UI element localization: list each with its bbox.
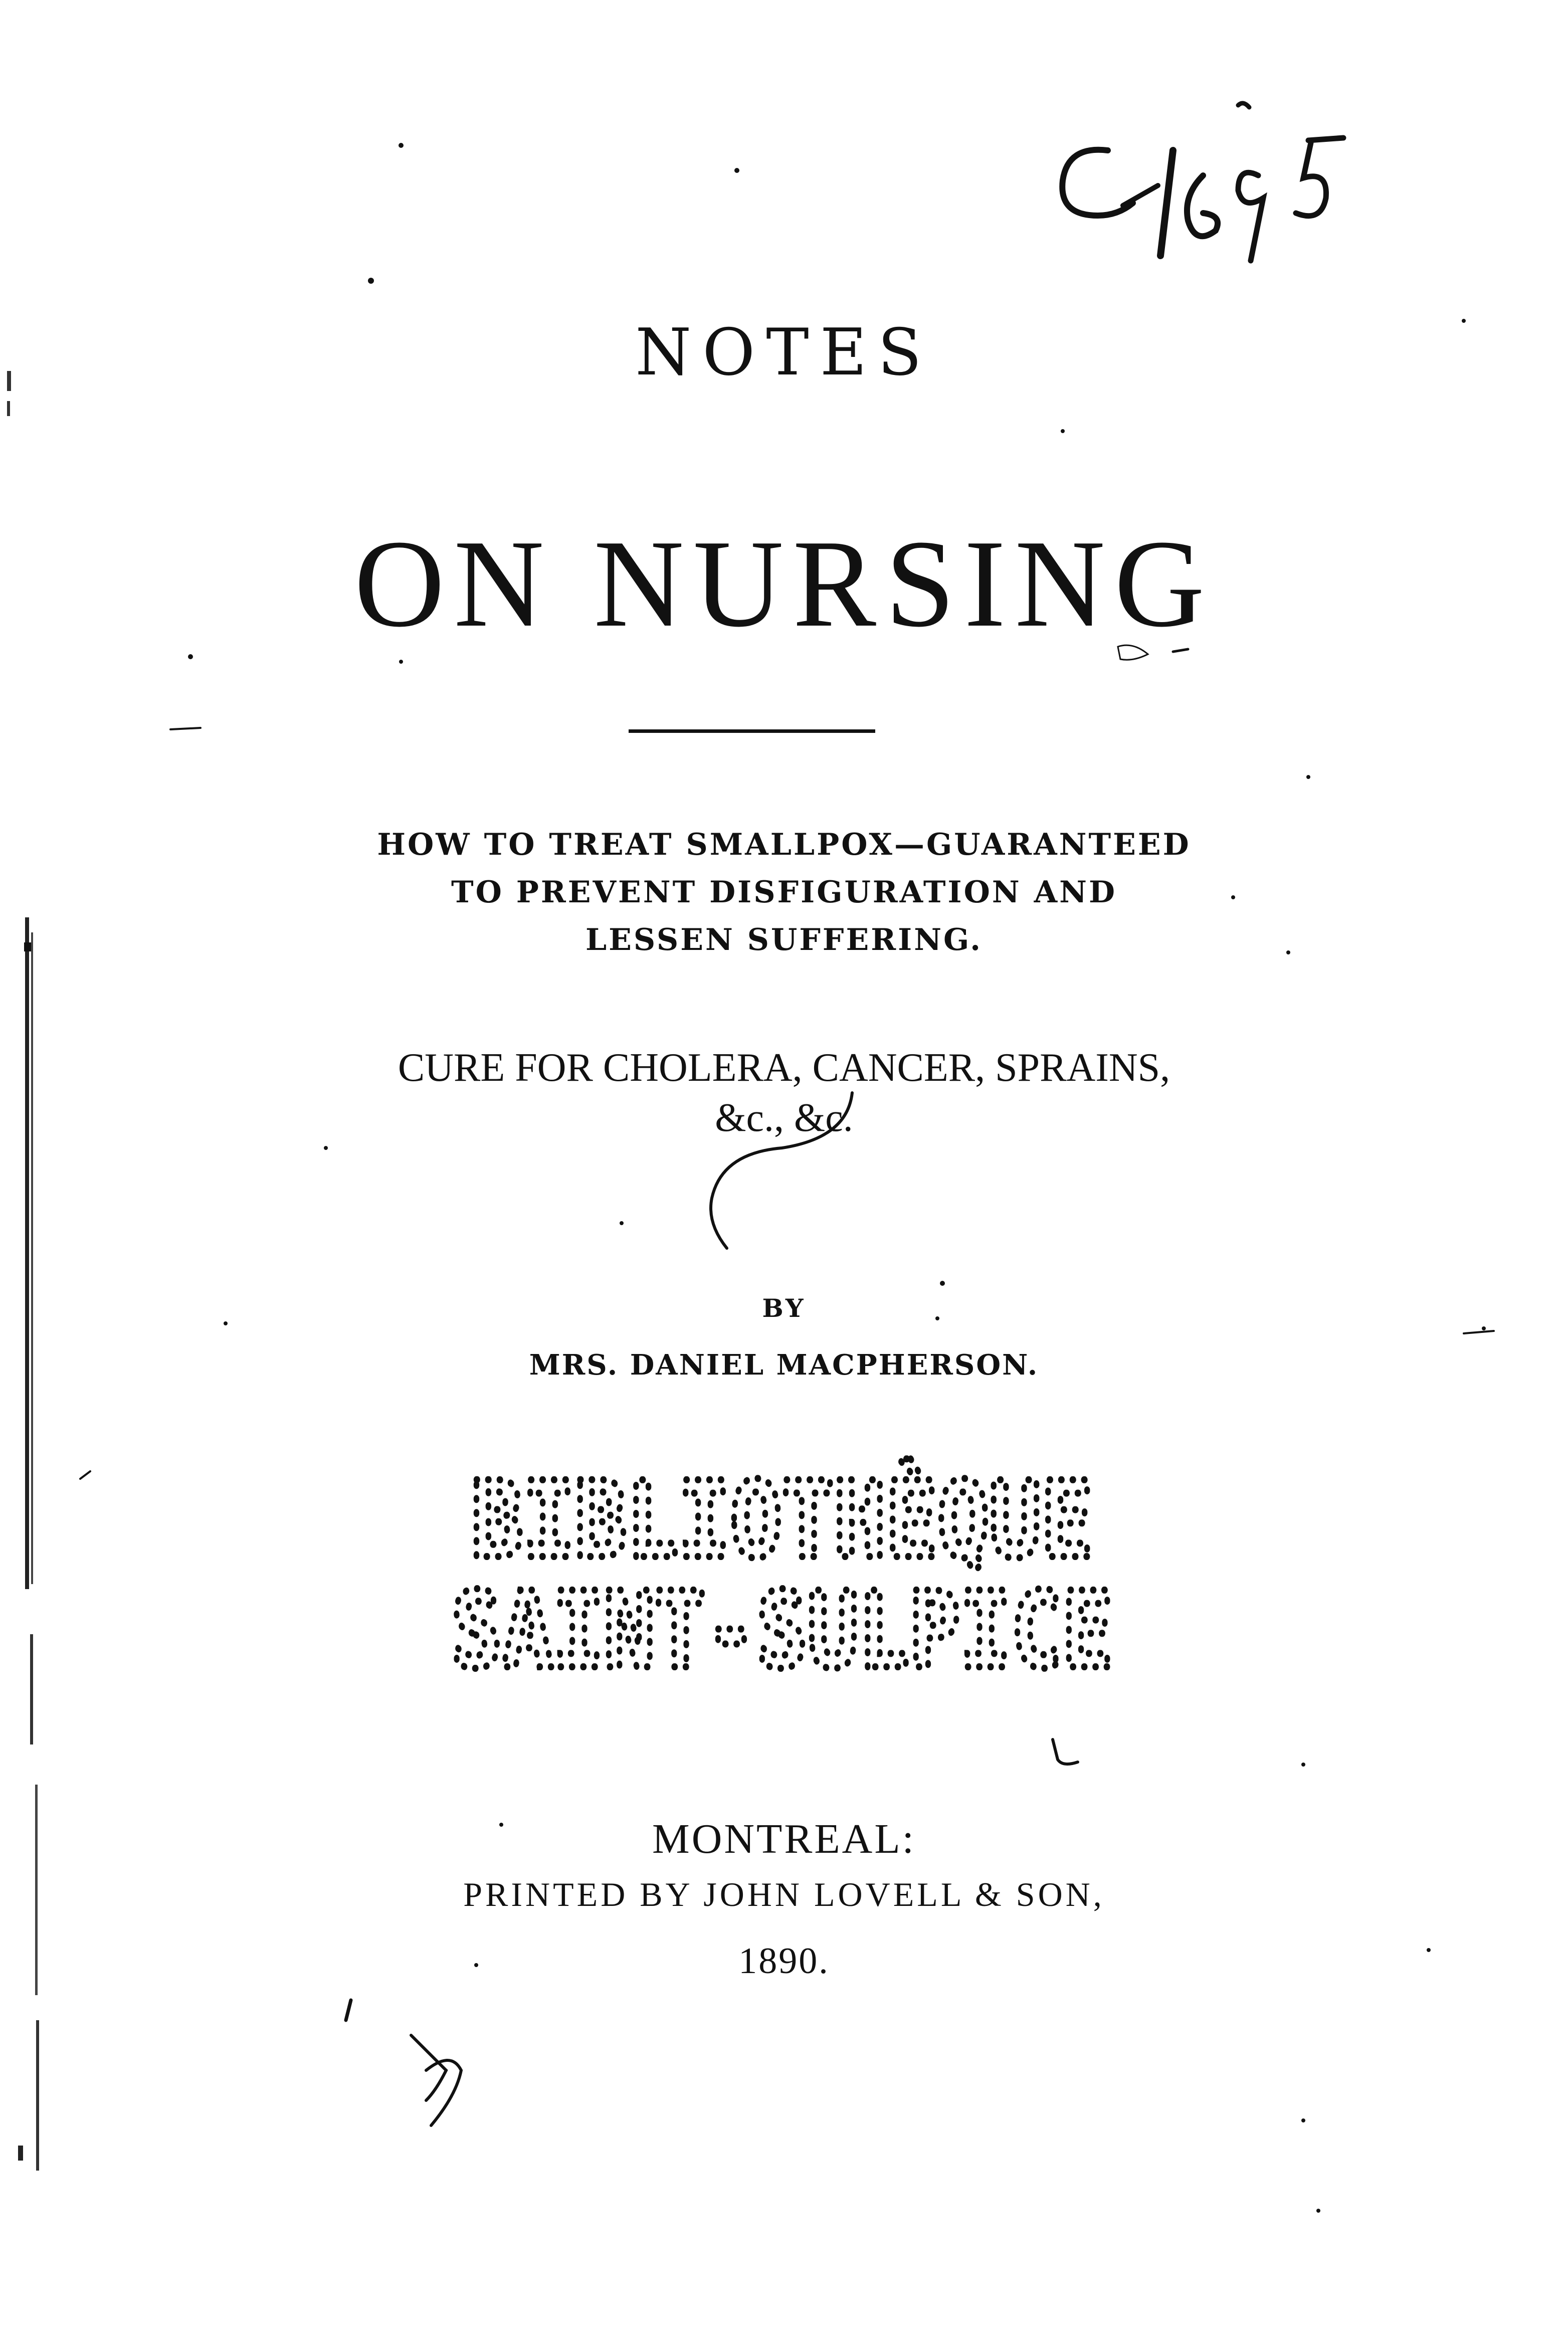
subtitle-line-2: TO PREVENT DISFIGURATION AND [451,875,1117,910]
svg-text:SAINT-SULPICE: SAINT-SULPICE [451,1569,1113,1692]
svg-text:BIBLIOTHÈQUE: BIBLIOTHÈQUE [471,1459,1232,1582]
imprint-year: 1890. [738,1940,830,1982]
cures-line-1: CURE FOR CHOLERA, CANCER, SPRAINS, [398,1046,1170,1090]
cures-line-2: &c., &c. [715,1096,853,1140]
byline-label: BY [762,1293,806,1323]
subtitle-line-3: LESSEN SUFFERING. [585,922,983,957]
imprint-place: MONTREAL: [652,1816,916,1862]
subtitle-line-1: HOW TO TREAT SMALLPOX—GUARANTEED [377,827,1191,862]
title-line-2: ON NURSING [354,514,1214,653]
title-line-1: NOTES [635,315,933,390]
imprint-printer: PRINTED BY JOHN LOVELL & SON, [463,1875,1105,1913]
author-name: MRS. DANIEL MACPHERSON. [529,1348,1039,1382]
